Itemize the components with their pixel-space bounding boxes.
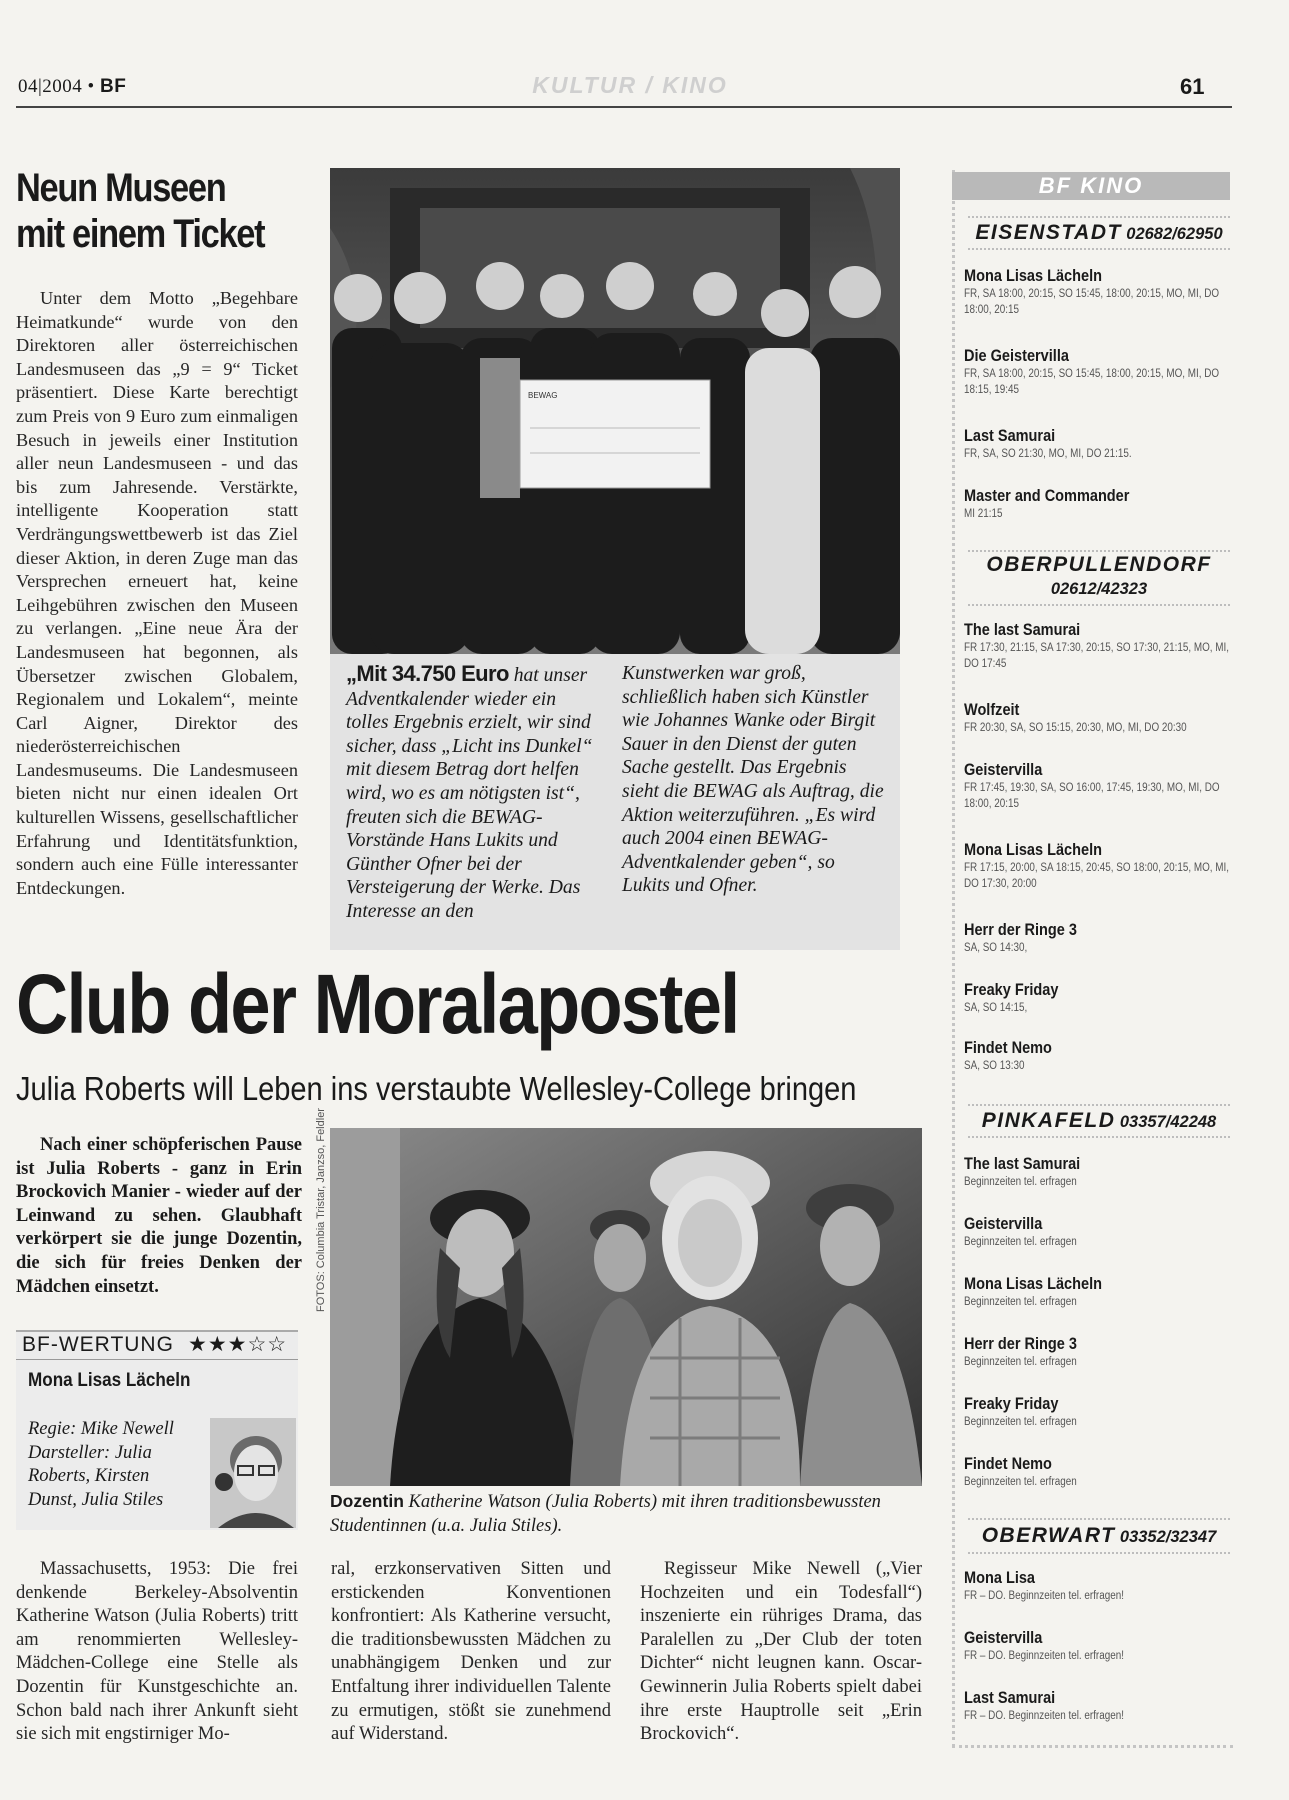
film-times: SA, SO 14:15, (964, 1002, 1028, 1014)
film-title: The last Samurai (964, 1155, 1081, 1173)
cinema-header-oberwart (968, 1518, 1230, 1554)
film-times: FR – DO. Beginnzeiten tel. erfragen! (964, 1650, 1124, 1662)
article2-lead (16, 1134, 302, 1299)
film-title: The last Samurai (964, 621, 1081, 639)
group-photo (330, 168, 900, 654)
film-times: Beginnzeiten tel. erfragen (964, 1236, 1077, 1248)
film-title: Herr der Ringe 3 (964, 921, 1077, 939)
film-entry (964, 1628, 1230, 1664)
header-divider (16, 106, 1232, 108)
film-entry (964, 1334, 1230, 1370)
film-entry (964, 1454, 1230, 1490)
section-title: KULTUR / KINO (532, 72, 728, 98)
film-times: FR 17:15, 20:00, SA 18:15, 20:45, SO 18:00, 20:15, MO, MI, DO 17:30, 20:00 (964, 862, 1230, 890)
film-title: Geistervilla (964, 761, 1043, 779)
film-entry (964, 620, 1230, 672)
film-times: Beginnzeiten tel. erfragen (964, 1296, 1077, 1308)
cinema-phone: 03357/42248 (1119, 1113, 1217, 1131)
film-times: Beginnzeiten tel. erfragen (964, 1356, 1077, 1368)
sidebar-title: BF KINO (952, 172, 1230, 200)
film-entry (964, 1274, 1230, 1310)
article2-body-col1 (16, 1558, 298, 1747)
issue-label (18, 76, 126, 98)
film-still-photo (330, 1128, 922, 1486)
film-entry (964, 346, 1230, 398)
cinema-city: OBERWART (981, 1524, 1116, 1547)
film-entry (964, 980, 1230, 1016)
film-title: Herr der Ringe 3 (964, 1335, 1077, 1353)
film-entry (964, 426, 1230, 462)
caption2-text: Katherine Watson (Julia Roberts) mit ihren traditionsbewussten Studentinnen (u.a. Julia Stiles). (330, 1492, 881, 1536)
rating-film-title: Mona Lisas Lächeln (28, 1370, 191, 1391)
cinema-header-oberpullendorf (968, 550, 1230, 606)
rating-divider (16, 1359, 298, 1360)
article1-headline-line1: Neun Museen (16, 166, 226, 210)
director-portrait-illustration (210, 1418, 296, 1528)
article1-body (16, 287, 298, 900)
brand-logo: BF (99, 76, 127, 97)
caption1-lead: „Mit 34.750 Euro (346, 661, 509, 686)
article2-subhead: Julia Roberts will Leben ins verstaubte Wellesley-College bringen (16, 1070, 857, 1107)
film-title: Last Samurai (964, 427, 1056, 445)
film-times: FR, SA 18:00, 20:15, SO 15:45, 18:00, 20:15, MO, MI, DO 18:15, 19:45 (964, 368, 1220, 396)
film-entry (964, 920, 1230, 956)
film-times: FR – DO. Beginnzeiten tel. erfragen! (964, 1590, 1124, 1602)
film-entry (964, 1214, 1230, 1250)
caption2 (330, 1490, 922, 1538)
rating-label: BF-WERTUNG (22, 1333, 174, 1356)
film-times: MI 21:15 (964, 508, 1003, 520)
film-title: Mona Lisas Lächeln (964, 267, 1102, 285)
film-title: Last Samurai (964, 1689, 1056, 1707)
group-photo-illustration (330, 168, 900, 654)
film-entry (964, 760, 1230, 812)
cinema-sidebar (952, 170, 1233, 1748)
caption1-col2: Kunstwerken war groß, schließlich haben sich Künstler wie Johannes Wanke oder Birgit Sauer in den Dienst der guten Sache gestellt. Das Ergebnis sieht die BEWAG als Auftrag, die Aktion weiterzuführen. „Es wird auch 2004 einen BEWAG-Adventkalender geben“, so Lukits und Ofner. (622, 663, 884, 897)
caption2-lead: Dozentin (330, 1491, 404, 1511)
cinema-header-eisenstadt (968, 216, 1230, 250)
photo-credit: FOTOS: Columbia Tristar, Janzso, Feldler (315, 1108, 327, 1312)
film-times: Beginnzeiten tel. erfragen (964, 1176, 1077, 1188)
issue-number: 04|2004 • (18, 76, 95, 97)
film-title: Findet Nemo (964, 1039, 1052, 1057)
film-times: FR, SA 18:00, 20:15, SO 15:45, 18:00, 20:15, MO, MI, DO 18:00, 20:15 (964, 288, 1220, 316)
film-title: Mona Lisas Lächeln (964, 1275, 1102, 1293)
film-entry (964, 840, 1230, 892)
film-entry (964, 486, 1230, 522)
film-title: Findet Nemo (964, 1455, 1052, 1473)
film-times: FR 20:30, SA, SO 15:15, 20:30, MO, MI, DO 20:30 (964, 722, 1187, 734)
article2-body-col3-text: Regisseur Mike Newell („Vier Hochzeiten und ein Todesfall“) inszenierte ein rühriges Drama, das Paralellen zu „Der Club der toten Dichter“ nicht leugnen kann. Oscar-Gewinnerin Julia Roberts spielt dabei ihre erste Hauptrolle seit „Erin Brockovich“. (640, 1559, 922, 1745)
article2-body-col3 (640, 1558, 922, 1747)
film-times: FR 17:45, 19:30, SA, SO 16:00, 17:45, 19:30, MO, MI, DO 18:00, 20:15 (964, 782, 1220, 810)
film-title: Freaky Friday (964, 1395, 1059, 1413)
film-title: Geistervilla (964, 1629, 1043, 1647)
film-entry (964, 1394, 1230, 1430)
film-title: Wolfzeit (964, 701, 1020, 719)
film-title: Geistervilla (964, 1215, 1043, 1233)
film-entry (964, 1568, 1230, 1604)
article1-body-text: Unter dem Motto „Begehbare Heimatkunde“ wurde von den Direktoren aller österreichischen Landesmuseen das „9 = 9“ Ticket präsentiert. Diese Karte berechtigt zum Preis von 9 Euro zum einmaligen Besuch in jeweils einer Institution aller neun Landesmuseen - und das bis zum Jahresende. Verstärkte, intelligente Kooperation statt Verdrängungswettbewerb ist das Ziel dieser Aktion, in deren Zuge man das Versprechen erneuert hat, keine Leihgebühren zwischen den Museen zu verlangen. „Eine neue Ära der Landesmuseen hat begonnen, als Übersetzer zwischen Globalem, Regionalem und Lokalem“, meinte Carl Aigner, Direktor des niederösterreichischen Landesmuseums. Die Landesmuseen bieten nicht nur einen idealen Ort kulturellen Wissens, gesellschaftlicher Erfahrung und Identitätsfunktion, sondern auch eine Fülle interessanter Entdeckungen. (16, 288, 298, 898)
caption1-col1 (346, 662, 602, 924)
article2-body-col1-text: Massachusetts, 1953: Die frei denkende Berkeley-Absolventin Katherine Watson (Julia Roberts) tritt am renommierten Wellesley-Mädchen-College eine Stelle als Dozentin für Kunstgeschichte an. Schon bald nach ihrer Ankunft sieht sie sich mit engstirniger Mo- (16, 1559, 298, 1745)
film-times: FR 17:30, 21:15, SA 17:30, 20:15, SO 17:30, 21:15, MO, MI, DO 17:45 (964, 642, 1230, 670)
article2-body-col2-text: ral, erzkonservativen Sitten und erstickenden Konventionen konfrontiert: Als Katherine versucht, die traditionsbewussten Mädchen zu unabhängigem Denken und zur Entfaltung ihrer individuellen Talente zu ermutigen, stößt sie zunehmend auf Widerstand. (331, 1559, 611, 1745)
cinema-city: EISENSTADT (975, 221, 1122, 244)
check-label: BEWAG (528, 391, 558, 400)
article1-headline-line2: mit einem Ticket (16, 212, 265, 256)
film-title: Mona Lisas Lächeln (964, 841, 1102, 859)
film-title: Freaky Friday (964, 981, 1059, 999)
director-portrait (210, 1418, 296, 1528)
film-times: SA, SO 13:30 (964, 1060, 1025, 1072)
film-entry (964, 1038, 1230, 1074)
cinema-header-pinkafeld (968, 1104, 1230, 1138)
cinema-phone: 03352/32347 (1119, 1528, 1217, 1546)
article1-headline (16, 165, 274, 257)
page-number: 61 (1180, 74, 1205, 99)
film-entry (964, 1688, 1230, 1724)
cinema-phone: 02682/62950 (1126, 225, 1223, 243)
article2-lead-text: Nach einer schöpferischen Pause ist Julia Roberts - ganz in Erin Brockovich Manier - wieder auf der Leinwand zu sehen. Glaubhaft verkörpert sie die junge Dozentin, die sich für freies Denken der Mädchen einsetzt. (16, 1135, 302, 1297)
film-title: Master and Commander (964, 487, 1130, 505)
film-times: Beginnzeiten tel. erfragen (964, 1416, 1077, 1428)
film-times: SA, SO 14:30, (964, 942, 1028, 954)
film-entry (964, 1154, 1230, 1190)
caption1-col1-text: hat unser Adventkalender wieder ein tolles Ergebnis erzielt, wir sind sicher, dass „Licht ins Dunkel“ mit diesem Betrag dort helfen wird, wo es am nötigsten ist“, freuten sich die BEWAG-Vorstände Hans Lukits und Günther Ofner bei der Versteigerung der Werke. Das Interesse an den (346, 665, 593, 922)
cinema-city: PINKAFELD (981, 1109, 1116, 1132)
film-entry (964, 266, 1230, 318)
cinema-phone: 02612/42323 (1050, 580, 1148, 598)
film-times: FR – DO. Beginnzeiten tel. erfragen! (964, 1710, 1124, 1722)
film-entry (964, 700, 1230, 736)
film-title: Die Geistervilla (964, 347, 1069, 365)
film-times: FR, SA, SO 21:30, MO, MI, DO 21:15. (964, 448, 1132, 460)
cinema-city: OBERPULLENDORF (986, 553, 1212, 576)
film-credits: Regie: Mike Newell Darsteller: Julia Roberts, Kirsten Dunst, Julia Stiles (28, 1419, 174, 1510)
article2-body-col2 (331, 1558, 611, 1747)
article2-headline: Club der Moralapostel (16, 957, 739, 1051)
film-still-illustration (330, 1128, 922, 1486)
rating-stars: ★★★☆☆ (188, 1332, 288, 1356)
film-times: Beginnzeiten tel. erfragen (964, 1476, 1077, 1488)
film-title: Mona Lisa (964, 1569, 1036, 1587)
